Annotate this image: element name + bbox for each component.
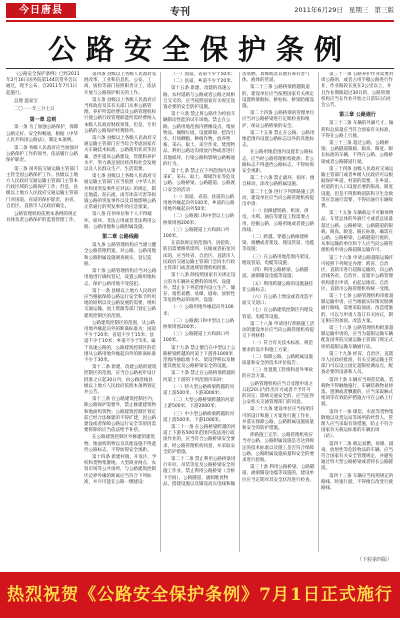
article-paragraph: 第十三条 在公路建筑控制区内，除公路保护需要外，禁止修建建筑物和地面构筑物；公路建筑控制区划定前已经合法修建的不得扩建，因公路建设或者保障公路运行安全等原因需要拆除的应当依法给予补偿。	[84, 397, 157, 434]
article-paragraph: 第四十三条 车辆应当按照规定的路线、时速行驶，不得擅自改变行驶路线。	[321, 473, 394, 491]
intro-column	[6, 72, 80, 226]
chapter-heading: 第三章 公路通行	[339, 112, 376, 119]
page-title: 公路安全保护条例	[47, 33, 352, 66]
article-paragraph: 第二十七条 进行下列涉路施工活动，建设单位应当向公路管理机构提出申请：	[242, 189, 315, 208]
article-paragraph: （一）特大型公路桥梁跨越的河道上游500米，下游3000米；	[163, 384, 234, 396]
article-paragraph: （七）在公路建筑控制区内埋设管道、电缆等设施。	[242, 308, 313, 320]
article-paragraph: 第二十四条 公路桥梁的管理单位应当对公路桥梁进行定期检查和维护，保证公路桥梁的安全。	[242, 111, 315, 129]
article-paragraph: （一）因修建铁路、机场、供电、水利、通信等建设工程需要占用、挖掘公路、公路用地或者使公路改线；	[242, 209, 314, 233]
article-paragraph: 在前款规定的范围内，因抢险、防汛需要修筑堤坝、压缩或者拓宽河床的，应当经省、自治区、直辖市人民政府交通运输主管部门会同水行政主管部门或者流域管理机构批准。	[163, 241, 235, 272]
article-paragraph: 第八条 任何单位和个人不得破坏、损坏、非法占用或者非法利用公路、公路用地和公路附属设施。	[84, 212, 156, 230]
article-paragraph: 公路管理机构依照本条例的规定具体负责公路保护的监督管理工作。	[6, 212, 78, 224]
article-paragraph: 第三十九条 经省、自治区、直辖市人民政府批准，有关交通运输主管部门可以设立固定超限检测站点，配备必要的设备和人员。	[321, 351, 394, 376]
article-paragraph: 第十六条 禁止将公路作为检验车辆制动性能的试车场地。禁止在公路、公路用地范围内摆摊设点、堆放物品、倾倒垃圾、设置障碍、挖沟引水、打场晒粮、种植作物、放养牲畜、采石、取土、采空作业、焚烧物品、利用公路边沟排放污物或者进行其他损坏、污染公路和影响公路畅通的行为。	[163, 112, 236, 167]
article-paragraph: 第二十一条 在公路桥梁跨越的河道上下游各500米范围内依法进行疏浚作业的，应当符合公路桥梁安全要求，经公路管理机构同意，并采取安全防护措施。	[163, 424, 236, 455]
article-paragraph: （三）处置施工险情和意外事故的应急方案。	[242, 368, 313, 380]
article-paragraph: （一）国道、省道不少于50米；	[171, 72, 236, 77]
page-header	[0, 0, 400, 22]
article-paragraph: 第三十六条 申请公路超限运输许可按照下列规定办理：跨省、自治区、直辖市进行超限运输的，向公路沿线各省、自治区、直辖市公路管理机构提出申请，由起运地省、自治区、直辖市公路管理机构统一受理。	[321, 255, 394, 292]
article-paragraph: 第十八条 除按照国家有关规定设立的为车辆补充燃料的场所、设施外，禁止在下列范围内设立生产、储存、销售易燃、易爆、剧毒、放射性等危险物品的场所、设施：	[163, 273, 236, 304]
article-paragraph: 第二十六条 禁止破坏、损坏、擅自移动、涂改公路附属设施。	[242, 176, 315, 188]
article-paragraph: 第三条 国务院交通运输主管部门主管全国公路保护工作。县级以上地方人民政府交通运输主管部门主管本行政区域的公路保护工作；但是，县级以上地方人民政府交通运输主管部门对国道、省道的保护职责，由省、自治区、直辖市人民政府确定。	[6, 166, 79, 209]
title-rule	[6, 68, 394, 69]
article-paragraph: 第十一条 县级以上地方人民政府应当根据保障公路运行安全和节约用地的原则以及公路发展的需要，组织交通运输、国土资源等部门划定公路建筑控制区的范围。	[84, 288, 157, 319]
article-paragraph: 第三十二条 车辆的外廓尺寸、轴荷和总质量应当符合国家有关标准，不得在公路上行驶。	[321, 121, 394, 139]
article-paragraph: 第十九条 禁止擅自在中型以上公路桥梁跨越的河道上下游各1000米范围内抽取地下水、架设浮桥以及修建其他危及公路桥梁安全的设施。	[163, 345, 236, 370]
article-paragraph: 第三十条 利用公路桥梁、公路隧道、涵洞铺设电缆等设施的，建设单位应当定期对其安全状况进行检查。	[242, 465, 315, 483]
article-paragraph: 在公路建筑控制区外修建的建筑物、地面构筑物以及其他设施不得遮挡公路标志，不得妨碍安全视距。	[84, 435, 156, 453]
article-paragraph: 第十条 公路管理机构应当对公路用地进行确权登记，设置公路用地标志，保护公路用地不受侵犯。	[84, 269, 157, 287]
article-paragraph: 第二十三条 公路桥梁跨越航道的，建设单位应当按照国家有关规定设置桥梁航标、桥柱标、桥梁防撞设施。	[242, 85, 314, 110]
article-paragraph: （二）跨越、穿越公路修建桥梁、渡槽或者架设、埋设管道、电缆等设施；	[242, 235, 314, 253]
section-name: 专刊	[170, 7, 190, 18]
article-paragraph: 第四十二条 载运易燃、易爆、剧毒、放射性等危险物品的车辆，应当符合国家有关安全管理规定，并避免通过特大型公路桥梁或者特长公路隧道。	[321, 441, 394, 472]
banner-text: 热烈祝贺《公路安全保护条例》7月1日正式施行	[7, 585, 393, 605]
article-paragraph: 第四十条 车辆应当规范装载，装载物不得触地拖行。车辆装载物易掉落、遗洒或者飘散的，应当采取厢式密闭等有效防护措施方可在公路上行驶。	[321, 377, 394, 408]
article-paragraph: （二）公路渡口和中型以上公路桥梁周围200米；	[163, 214, 234, 226]
article-paragraph: （二）保障公路、公路附属设施质量和安全的技术评价报告；	[242, 354, 313, 366]
article-paragraph: （三）公路隧道上方和洞口外100米。	[163, 332, 230, 344]
signatory: 总理 温家宝	[14, 98, 38, 104]
article-paragraph: 第二十八条 申请进行涉路施工活动的建设单位应当向公路管理机构提交下列材料：	[242, 321, 315, 340]
dateline	[290, 5, 394, 14]
masthead-logo: 今日唐县	[6, 3, 76, 18]
article-paragraph: 第十二条 新建、改建公路的建筑控制区的范围，应当自公路初步设计批准之日起30日内，由公路沿线县级以上地方人民政府依照本条例划定并公告。	[84, 365, 157, 395]
article-paragraph: 第二十五条 禁止在公路、公路用地范围内设置公路标志以外的其他标志。	[242, 130, 315, 149]
chapter-heading: 第二章 公路线路	[102, 234, 139, 241]
article-paragraph: 第六条 县级以上各级人民政府交通运输主管部门应当综合考虑国家有关车辆技术标准、公路使用状况等因素，逐步提高公路建设、管理和养护水平，努力满足国民经济和社会发展以及人民群众生产、生活需要。	[84, 136, 157, 173]
article-paragraph: 第三十四条 县级人民政府交通运输主管部门或者乡级人民政府可以根据保护乡道、村道的需要，在乡道、村道的出入口设置必要的限高、限宽设施，但是不得影响消防和卫生急救等应急通行需要，不得向通行车辆收费。	[321, 166, 394, 210]
article-paragraph: 第二十条 禁止在公路桥梁跨越的河道上下游的下列范围内采砂：	[163, 371, 236, 383]
article-paragraph: 第二条 各级人民政府应当加强对公路保护工作的领导，依法履行公路保护职责。	[6, 146, 79, 164]
article-paragraph: 第三十三条 超过公路、公路桥梁、公路隧道限载、限高、限宽、限长标准的车辆，不得在公路、公路桥梁或者公路隧道行驶。	[321, 141, 393, 165]
article-paragraph: 第四十一条 煤炭、水泥等货物集散地以及货运站等场所的经营人、管理人应当采取有效措施，防止不符合国家有关载运标准的车辆出场（站）。	[321, 409, 394, 440]
article-paragraph: （六）在公路上增设或者改造平面交叉道口；	[242, 294, 313, 307]
article-paragraph: （三）中小型公路桥梁跨越的河道上游500米，下游1000米。	[163, 411, 234, 423]
article-paragraph: （二）大型公路桥梁跨越的河道上游500米，下游2000米；	[163, 398, 234, 410]
article-paragraph: （二）公路渡口和中型以上公路桥梁周围200米；	[163, 318, 234, 330]
article-paragraph: （一）公路用地外缘起向外100米；	[163, 305, 234, 317]
article-paragraph: 第五条 县级以上各级人民政府应当将政府及其有关部门从事公路管理、养护所需经费以及公路管理机构行使公路行政管理职能所需经费纳入本级人民政府财政预算。但是，专用公路的公路保护经费除外。	[84, 97, 157, 134]
article-paragraph: 第十四条 新建村镇、开发区、学校和货物集散地、大型商业网点、农贸市场等公共场所，与公路建筑控制区边界外缘的距离应当符合下列标准，并尽可能在公路一侧建设：	[84, 454, 157, 485]
article-paragraph: 在公路用地范围内设置非公路标志，应当经公路管理机构批准；非公路标志不得遮挡公路标志，不得妨碍安全视距。	[242, 150, 314, 175]
article-paragraph: 第三十五条 车辆载运不可解体物品，车货总体的外廓尺寸或者总质量超过公路、公路桥梁、公路隧道的限载、限高、限宽、限长标准，确需在公路、公路桥梁、公路隧道行驶的，从事运输的单位和个人应当向公路管理机构申请公路超限运输许可。	[321, 211, 394, 254]
article-paragraph: 第三十一条 公路养护作业需要封闭公路的，或者占用半幅公路进行作业，作业路段长度在2公里以上，并且作业期限超过30日的，公路管理机构应当在作业开始之日前5日向社会公告。	[321, 72, 394, 109]
article-paragraph: （一）国道、省道、县道的公路用地外缘起向外100米，乡道的公路用地外缘起向外50米；	[163, 194, 235, 213]
continued-note: （下转第四版）	[356, 557, 392, 563]
decree-text: 《公路安全保护条例》已经2011年2月16日国务院第144次常务会议通过，现予公布，自2011年7月1日起施行。	[6, 72, 80, 96]
article-paragraph: 第九条 公路管理机构应当建立健全公路管理档案，对公路、公路用地和公路附属设施调查核实、登记造册。	[84, 243, 157, 267]
article-paragraph: （三）在公路用地范围内架设、埋设管道、电缆等设施；	[242, 254, 313, 266]
celebration-banner	[0, 572, 400, 618]
article-paragraph: 第三十八条 公路管理机构批准超限运输申请的，应当为超限运输车辆配发国务院交通运输主管部门规定式样的超限运输车辆通行证。	[321, 325, 394, 350]
article-paragraph: 第三十七条 公路管理机构审批超限运输申请，应当根据实际情况勘测通行路线，需要采取加固、改造措施的，可以与申请人签订有关协议，制定相应的加固、改造方案。	[321, 293, 394, 324]
chapter-heading: 第一章 总则	[29, 117, 57, 124]
header-rule	[6, 20, 394, 22]
article-paragraph: 第四条 县级以上各级人民政府发展改革、工业和信息化、公安、工商、质检等部门按照职责分工，依法开展与公路保护相关的工作。	[84, 72, 157, 96]
article-paragraph: （四）利用公路桥梁、公路隧道、涵洞铺设电缆等设施；	[242, 268, 309, 280]
article-paragraph: （三）公路隧道上方和洞口外100米。	[163, 227, 230, 240]
article-paragraph: 第十七条 禁止在下列范围内从事采矿、采石、取土、爆破作业等危及公路、公路桥梁、公路隧道、公路渡口安全的活动：	[163, 169, 236, 193]
article-paragraph: （二）县道、乡道不少于20米。	[171, 79, 236, 85]
issue-date: 2011年6月29日	[294, 6, 343, 14]
article-paragraph: 第二十九条 建设单位应当按照许可的设计和施工方案进行施工作业，并落实保障公路、公路附属设施质量和安全的防护措施。	[242, 407, 315, 431]
article-paragraph: 公路管理机构应当自受理申请之日起20日内作出许可或者不予许可的决定；影响交通安全的，应当征得公安机关交通管理部门的同意。	[242, 381, 314, 406]
article-paragraph: （五）利用跨越公路的设施悬挂非公路标志；	[242, 281, 313, 293]
article-paragraph: （一）符合有关技术标准、规范要求的设计和施工方案；	[242, 341, 313, 353]
article-paragraph: 涉路施工完毕，公路管理机构应当对公路、公路附属设施是否达到规定的技术标准以及施工是否符合保障公路、公路附属设施质量和安全的要求进行验收。	[242, 433, 314, 463]
article-paragraph: 第二十二条 禁止利用公路桥梁进行牵拉、吊装等危及公路桥梁安全的施工作业。禁止利用公路桥梁（含桥下空间）、公路隧道、涵洞堆放物品，搭建设施以及铺设高压电线和输送易燃、易爆或者其他有毒有害气体、液体的管道。	[163, 72, 310, 487]
article-paragraph: 第七条 县级以上各级人民政府交通运输主管部门应当依照《中华人民共和国突发事件应对法》的规定，制定地震、泥石流、雨雪冰冻灾害等损毁公路的突发事件以及其他影响公路正常通行的突发事件的应急预案。	[84, 174, 157, 211]
article-paragraph: 第一条 为了加强公路保护，保障公路完好、安全和畅通，根据《中华人民共和国公路法》，制定本条例。	[6, 125, 79, 143]
article-body	[84, 72, 394, 552]
issue-weekday: 星期三	[348, 6, 369, 14]
page-number: 第三版	[374, 6, 394, 14]
article-paragraph: 公路建筑控制区的范围，从公路用地外缘起向外的距离标准为：国道不少于20米；省道不少于15米；县道不少于10米；乡道不少于5米。属于高速公路的，公路建筑控制区的范围从公路用地外缘起向外的距离标准不少于30米。	[84, 320, 156, 363]
article-paragraph: 第十五条 新建、改建的高速公路、农村道路与公路或者公路之间相互交叉的，应当按照国家有关规定设置必要的安全防护设施。	[163, 86, 235, 111]
decree-date: 二〇一一年三月七日	[14, 107, 55, 113]
